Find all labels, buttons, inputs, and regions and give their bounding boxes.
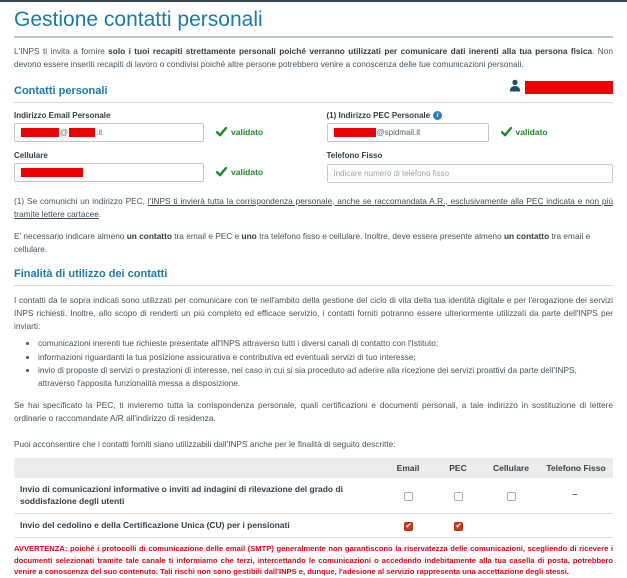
- table-row: [14, 514, 613, 538]
- contacts-section-title: Contatti personali: [14, 84, 108, 97]
- purposes-list: [26, 337, 613, 390]
- intro-pre: L'INPS ti invita a fornire: [14, 46, 109, 56]
- purposes-intro: I contatti da te sopra indicati sono utilizzati per comunicare con te nell'ambito della gestione del ciclo di vita della tua identità digitale e per l'erogazione dei servizi INPS richiesti. Inoltre, allo scopo di renderti un più completo ed efficace servizio, i contatti forniti potranno essere ulteriormente utilizzati da parte dell'INPS per inviarti:: [14, 294, 613, 332]
- table-row: [14, 478, 613, 515]
- purposes-section-title: Finalità di utilizzo dei contatti: [14, 267, 168, 280]
- header-pec: PEC: [449, 462, 467, 473]
- checkbox-pec[interactable]: [454, 492, 463, 501]
- warning-text: poiché i protocolli di comunicazione delle email (SMTP) generalmente non garantiscono la riservatezza delle comunicazioni, scegliendo di ricevere i documenti selezionati tramite tale canale ti informiamo che terzi, intercettando le comunicazioni o accedendo indebitamente alla tua casella di posta, potrebbero venire a conoscenza del suo contenuto. Tali rischi non sono gestibili dall'INPS e, dunque, l'adesione al servizio rappresenta una accettazione degli stessi.: [14, 543, 613, 577]
- checkbox-email[interactable]: [404, 492, 413, 501]
- pec-domain: @spidmail.it: [376, 127, 421, 137]
- gestione-contatti-page: [0, 8, 627, 578]
- checkbox-cellulare[interactable]: [507, 492, 516, 501]
- email-label: Indirizzo Email Personale: [14, 110, 111, 120]
- consent-intro: Puoi acconsentire che i contatti forniti siano utilizzabili dall'INPS anche per le finalità di seguito descritte:: [14, 438, 396, 449]
- page-title: Gestione contatti personali: [14, 8, 263, 31]
- header-telefono-fisso: Telefono Fisso: [546, 462, 606, 473]
- header-cellulare: Cellulare: [493, 462, 529, 473]
- person-icon: [509, 79, 521, 97]
- redacted-cellulare: [21, 168, 83, 177]
- redacted-pec-local: [334, 128, 376, 137]
- telefono-input[interactable]: [327, 164, 614, 183]
- pec-input[interactable]: [327, 123, 489, 142]
- cellulare-status-text: validato: [231, 167, 264, 178]
- top-border: [0, 0, 627, 2]
- email-field-group: [14, 111, 301, 142]
- row-label: Invio di comunicazioni informative o inviti ad indagini di rilevazione del grado di soddisfazione degli utenti: [20, 483, 344, 507]
- pec-footnote: [14, 195, 613, 222]
- check-icon: [216, 127, 227, 137]
- cellulare-status-badge: [216, 167, 263, 177]
- footnote-post: .: [98, 208, 102, 219]
- purpose-item: • invio di proposte di servizi o prestazioni di interesse, nel caso in cui si sia proceduto ad aderire alla ricezione dei servizi proattivi da parte dell'INPS, attraverso l'apposita funzionalità messa a disposizione.: [38, 364, 613, 390]
- purposes-divider: [14, 285, 613, 286]
- contact-fields: [14, 111, 613, 192]
- check-icon: [501, 127, 512, 137]
- checkbox-pec[interactable]: [454, 522, 463, 531]
- header-description-cell: [14, 463, 383, 473]
- pec-status-badge: [501, 127, 548, 137]
- user-identity: [509, 79, 613, 97]
- smtp-warning: [14, 543, 613, 578]
- footnote-pre: (1) Se comunichi un indirizzo PEC,: [14, 195, 148, 206]
- pec-delivery-note: Se hai specificato la PEC, ti invieremo tutta la corrispondenza personale, quali certificazioni e documenti personali, a tale indirizzo in sostituzione di lettere ordinarie o raccomandate A/R all'indirizzo di residenza.: [14, 400, 613, 424]
- cellulare-input[interactable]: [14, 163, 204, 182]
- intro-post: . Non devono essere inseriti recapiti di lavoro o condivisi poiché altre persone potrebbero venire a conoscenza delle tue comunicazioni personali.: [14, 46, 613, 70]
- telefono-field-group: [327, 151, 614, 183]
- telefono-label: Telefono Fisso: [326, 150, 383, 160]
- requirement-note: E' necessario indicare almeno un contatto tra email e PEC e uno tra telefono fisso e cellulare. Inoltre, deve essere presente almeno un contatto tra email e cellulare.: [14, 231, 591, 254]
- consent-table-header: [14, 458, 613, 478]
- email-tld: .it: [96, 127, 103, 137]
- cellulare-label: Cellulare: [14, 150, 48, 160]
- warning-label: AVVERTENZA:: [14, 543, 68, 553]
- consent-table: [14, 458, 613, 538]
- pec-status-text: validato: [515, 127, 548, 138]
- intro-paragraph: [14, 45, 613, 72]
- contacts-divider: [14, 102, 613, 103]
- cellulare-field-group: [14, 151, 301, 182]
- info-icon[interactable]: i: [433, 111, 442, 120]
- telefono-not-available-dash: [572, 492, 581, 501]
- title-divider: [14, 36, 613, 38]
- email-at-sign: @: [60, 127, 69, 137]
- intro-bold: solo i tuoi recapiti strettamente personali poiché verranno utilizzati per comunicare dati inerenti alla tua persona fisica: [108, 46, 593, 56]
- email-status-text: validato: [231, 127, 264, 138]
- header-email: Email: [396, 462, 420, 473]
- email-status-badge: [216, 127, 263, 137]
- purpose-item: • comunicazioni inerenti tue richieste presentate all'INPS attraverso tutti i diversi canali di contatto con l'Istituto;: [38, 337, 613, 350]
- row-label: Invio del cedolino e della Certificazione Unica (CU) per i pensionati: [20, 520, 290, 531]
- check-icon: [216, 167, 227, 177]
- checkbox-email[interactable]: [404, 522, 413, 531]
- pec-field-group: [327, 111, 614, 142]
- footnote-link[interactable]: l'INPS ti invierà tutta la corrispondenza personale, anche se raccomandata A.R., esclusivamente alla PEC indicata e non più tramite lettere cartacee: [14, 195, 613, 219]
- email-input[interactable]: [14, 123, 204, 142]
- redacted-user-name: [525, 81, 613, 94]
- redacted-email-local: [21, 128, 59, 137]
- redacted-email-domain: [69, 128, 95, 137]
- pec-label: (1) Indirizzo PEC Personale: [326, 110, 431, 120]
- purpose-item: • informazioni riguardanti la tua posizione assicurativa e contributiva ed eventuali servizi di tuo interesse;: [38, 351, 613, 364]
